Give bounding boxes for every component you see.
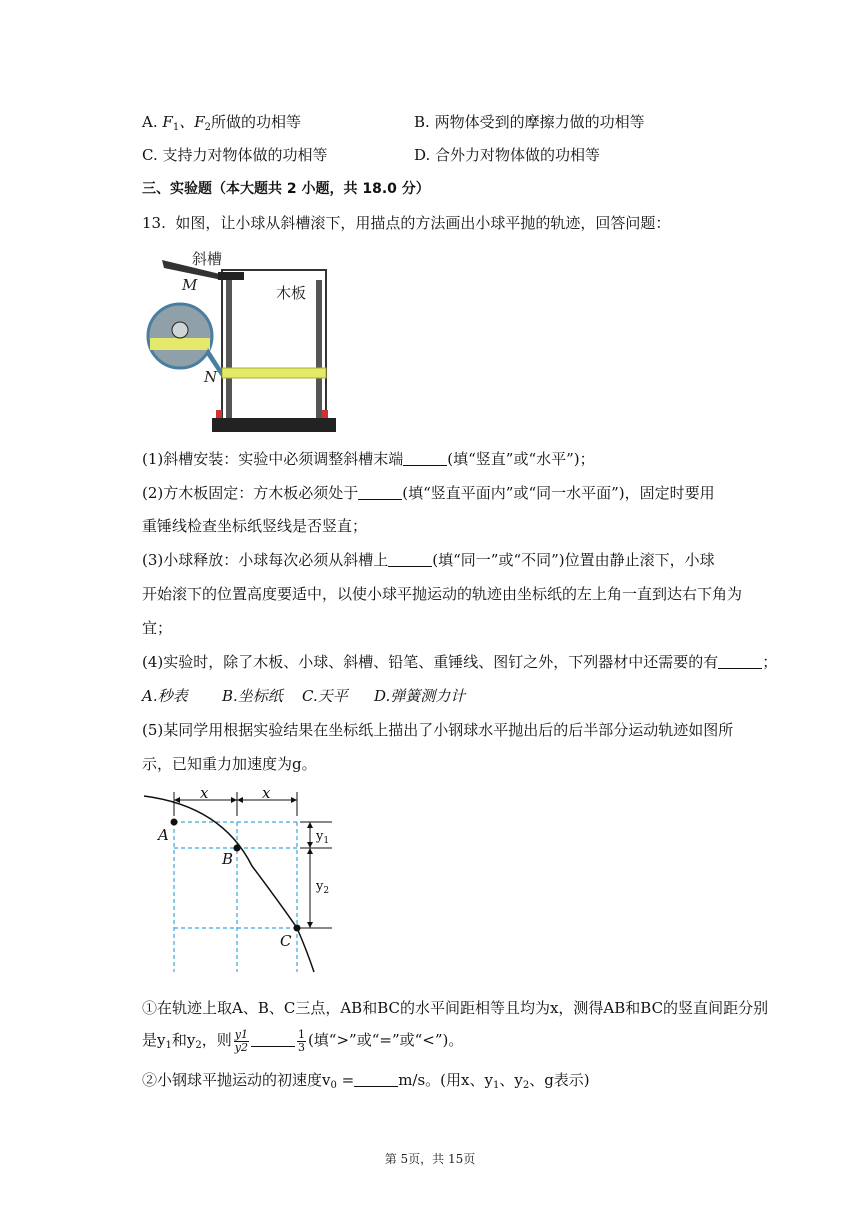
label-x1: x xyxy=(200,786,209,802)
fraction-one-third: $\frac{1}{3}$ xyxy=(297,1027,305,1054)
part-3-cont: 开始滚下的位置高度要适中，以使小球平抛运动的轨迹由坐标纸的左上角一直到达右下角为 xyxy=(142,585,743,603)
option-c: C. 支持力对物体做的功相等 xyxy=(142,146,328,164)
point-b xyxy=(234,845,241,852)
option-b: B. 两物体受到的摩擦力做的功相等 xyxy=(414,113,645,131)
label-board: 木板 xyxy=(276,284,307,302)
point-a xyxy=(171,819,178,826)
option-d: D. 合外力对物体做的功相等 xyxy=(414,146,601,164)
label-chute: 斜槽 xyxy=(192,250,223,268)
part-2-cont: 重锤线检查坐标纸竖线是否竖直； xyxy=(142,517,368,535)
part-2: (2)方木板固定：方木板必须处于 (填“竖直平面内”或“同一水平面”)，固定时要用 xyxy=(142,484,715,502)
choice-d: D.弹簧测力计 xyxy=(374,687,466,705)
part-4-choices xyxy=(142,686,465,706)
option-a: A. $F_1$、$F_2$所做的功相等 xyxy=(142,113,301,133)
part-1: (1)斜槽安装：实验中必须调整斜槽末端 (填“竖直”或“水平”)； xyxy=(142,450,595,468)
question-stem: 13. 如图，让小球从斜槽滚下，用描点的方法画出小球平抛的轨迹，回答问题： xyxy=(142,214,671,232)
right-pole xyxy=(316,280,322,420)
part-3: (3)小球释放：小球每次必须从斜槽上 (填“同一”或“不同”)位置由静止滚下，小球 xyxy=(142,551,715,569)
label-n: N xyxy=(204,368,218,386)
label-c: C xyxy=(280,932,292,950)
fraction-y1-y2: $\frac{y1}{y2}$ xyxy=(234,1027,248,1054)
page-footer: 第 5页，共 15页 xyxy=(384,1152,476,1166)
answer-blank-5 xyxy=(251,1032,295,1047)
label-y1: $y_1$ xyxy=(316,829,330,846)
answer-blank-3 xyxy=(388,552,432,567)
choice-a: A.秒表 xyxy=(142,687,188,705)
label-x2: x xyxy=(262,786,271,802)
label-m: M xyxy=(182,276,198,294)
label-y2: $y_2$ xyxy=(316,879,330,896)
answer-blank-4 xyxy=(718,654,762,669)
sub-question-1-cont: 是$y_1$和$y_2$，则 $\frac{y1}{y2}$ $\frac{1}{3}$ (填“>”或“=”或“<”)。 xyxy=(142,1027,464,1054)
ball-icon xyxy=(172,322,188,338)
answer-blank-6 xyxy=(354,1072,398,1087)
label-b: B xyxy=(222,850,234,868)
answer-blank-1 xyxy=(403,451,447,466)
yellow-strip xyxy=(222,368,326,378)
choice-c: C.天平 xyxy=(302,687,348,705)
part-5: (5)某同学用根据实验结果在坐标纸上描出了小钢球水平抛出后的后半部分运动轨迹如图所 xyxy=(142,721,734,739)
point-c xyxy=(294,925,301,932)
wooden-board xyxy=(222,270,326,420)
sub-question-2: ②小钢球平抛运动的初速度$v_0 = m/s$。(用x、$y_1$、$y_2$、g表示) xyxy=(142,1071,590,1091)
part-3-end: 宜； xyxy=(142,619,173,637)
section-title: 三、实验题（本大题共 2 小题，共 18.0 分） xyxy=(142,181,430,197)
left-pole xyxy=(226,280,232,420)
choice-b: B.坐标纸 xyxy=(222,687,283,705)
trajectory-figure xyxy=(142,786,342,978)
apparatus-figure xyxy=(142,240,342,440)
label-a: A xyxy=(158,826,169,844)
part-4: (4)实验时，除了木板、小球、斜槽、铅笔、重锤线、图钉之外，下列器材中还需要的有 ； xyxy=(142,653,778,671)
answer-blank-2 xyxy=(358,485,402,500)
part-5-cont: 示，已知重力加速度为g。 xyxy=(142,755,317,773)
grid-lines xyxy=(174,822,297,972)
sub-question-1: ①在轨迹上取A、B、C三点，AB和BC的水平间距相等且均为x，测得AB和BC的竖直间距分别 xyxy=(142,999,769,1017)
base xyxy=(212,418,336,432)
